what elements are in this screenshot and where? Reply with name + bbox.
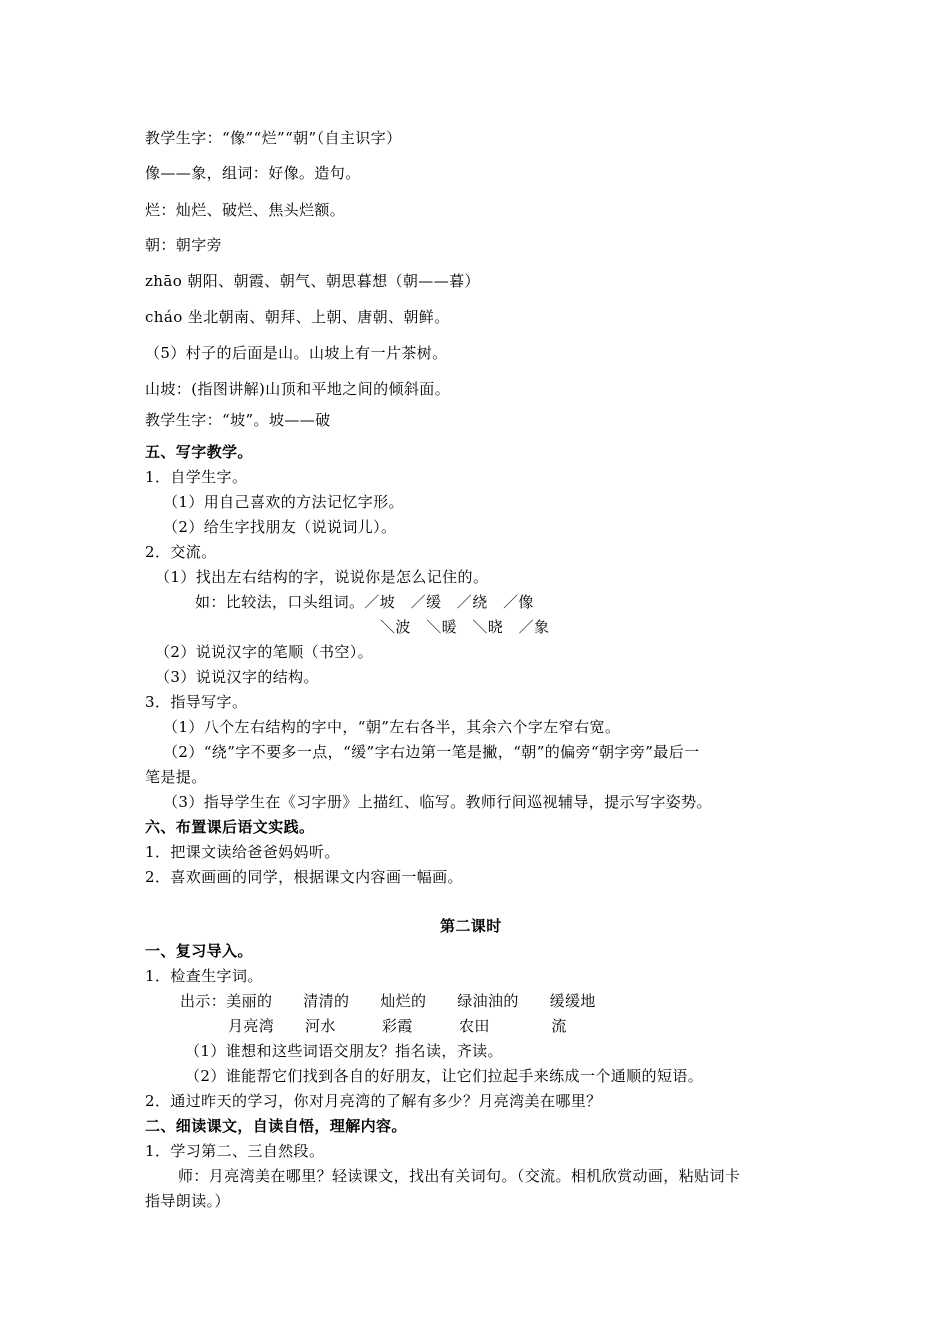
text-line: （3）指导学生在《习字册》上描红、临写。教师行间巡视辅导，提示写字姿势。 [163,793,712,811]
text-line: 教学生字：“坡”。坡——破 [145,411,331,429]
text-line: ＼波 ＼暖 ＼晓 ／象 [380,618,550,636]
text-line: （5）村子的后面是山。山坡上有一片茶树。 [145,344,448,362]
section-heading: 五、写字教学。 [145,443,253,461]
text-line: cháo 坐北朝南、朝拜、上朝、唐朝、朝鲜。 [145,308,450,326]
section-heading: 六、布置课后语文实践。 [145,818,315,836]
text-line: 山坡：(指图讲解)山顶和平地之间的倾斜面。 [145,380,451,398]
text-line: （1）八个左右结构的字中，“朝”左右各半，其余六个字左窄右宽。 [163,718,621,736]
text-line: 1．检查生字词。 [145,967,263,985]
text-line: 1．自学生字。 [145,468,248,486]
section-heading: 一、复习导入。 [145,942,253,960]
text-line: （2）谁能帮它们找到各自的好朋友，让它们拉起手来练成一个通顺的短语。 [185,1067,704,1085]
text-line: （3）说说汉字的结构。 [155,668,319,686]
text-line: （1）找出左右结构的字，说说你是怎么记住的。 [155,568,489,586]
lesson-title: 第二课时 [440,917,502,935]
text-line: 2．交流。 [145,543,217,561]
text-line: （2）说说汉字的笔顺（书空）。 [155,643,374,661]
section-heading: 二、细读课文，自读自悟，理解内容。 [145,1117,407,1135]
text-line: 2．喜欢画画的同学，根据课文内容画一幅画。 [145,868,463,886]
text-line: 3．指导写字。 [145,693,248,711]
text-line: 2．通过昨天的学习，你对月亮湾的了解有多少？月亮湾美在哪里？ [145,1092,602,1110]
text-line: 1．学习第二、三自然段。 [145,1142,325,1160]
text-line: zhāo 朝阳、朝霞、朝气、朝思暮想（朝——暮） [145,272,480,290]
text-line: 如：比较法，口头组词。／坡 ／缓 ／绕 ／像 [195,593,534,611]
text-line: 教学生字：“像”“烂”“朝”（自主识字） [145,129,402,147]
text-line: （2）“绕”字不要多一点，“缓”字右边第一笔是撇，“朝”的偏旁“朝字旁”最后一 [163,743,700,761]
text-line: 烂：灿烂、破烂、焦头烂额。 [145,201,346,219]
text-line: 朝：朝字旁 [145,236,223,254]
text-line: 师：月亮湾美在哪里？轻读课文，找出有关词句。（交流。相机欣赏动画，粘贴词卡 [178,1167,741,1185]
text-line: 像——象，组词：好像。造句。 [145,164,361,182]
text-line: 笔是提。 [145,768,207,786]
text-line: 1．把课文读给爸爸妈妈听。 [145,843,340,861]
text-line: （1）谁想和这些词语交朋友？指名读，齐读。 [185,1042,503,1060]
text-line: （1）用自己喜欢的方法记忆字形。 [163,493,404,511]
text-line: 出示：美丽的 清清的 灿烂的 绿油油的 缓缓地 [180,992,596,1010]
text-line: （2）给生字找朋友（说说词儿）。 [163,518,397,536]
text-line: 指导朗读。） [145,1192,230,1210]
text-line: 月亮湾 河水 彩霞 农田 流 [228,1017,567,1035]
